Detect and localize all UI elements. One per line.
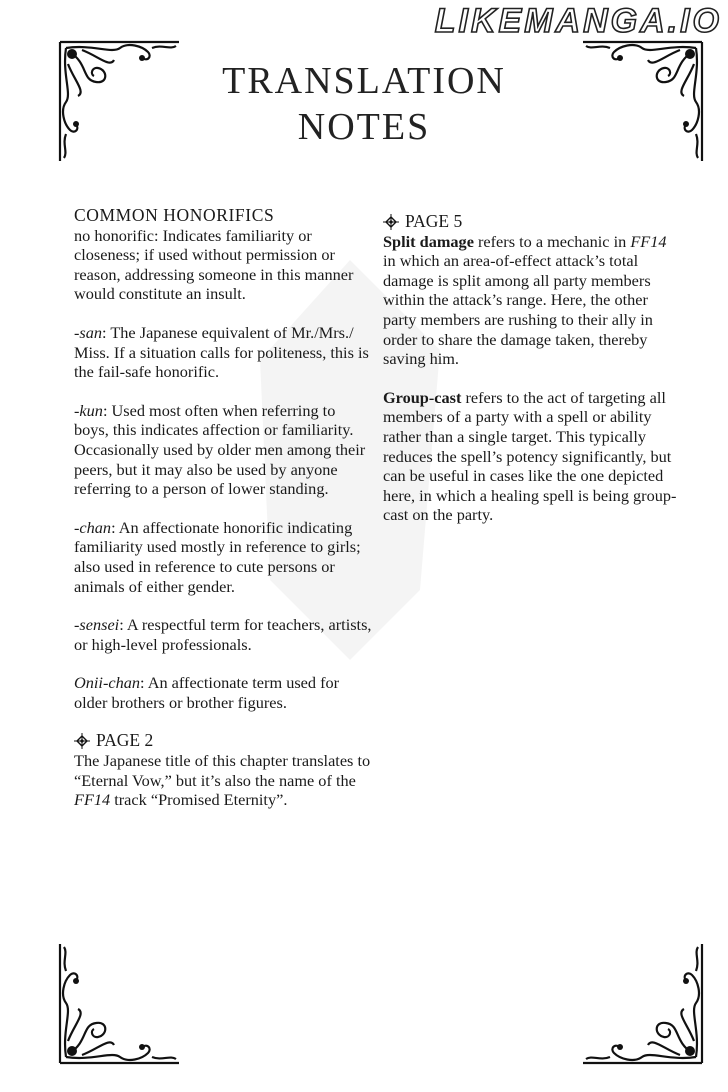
text-chan: : An affectionate honorific indicating familiarity used mostly in reference to girls; also used in reference to cute persons or animals of either gender. — [74, 517, 361, 596]
site-watermark: LIKEMANGA.IO — [434, 2, 722, 40]
text-kun: : Used most often when referring to boys, this indicates affection or familiarity. Occasionally used by older men among their peers, but it may also be used by anyone referring to a person of lower standing. — [74, 400, 366, 499]
page-2-label: PAGE 2 — [96, 730, 154, 751]
note-sensei — [74, 615, 374, 654]
ornament-corner-bottom-left — [52, 936, 187, 1071]
note-group-cast — [383, 388, 683, 525]
title-line-2: NOTES — [297, 106, 431, 148]
page-2-ff14: FF14 — [74, 790, 111, 810]
page-2-text-a: The Japanese title of this chapter translates to “Eternal Vow,” but it’s also the name of the — [74, 751, 371, 790]
page-2-text-b: track “Promised Eternity”. — [110, 790, 288, 810]
term-kun: -kun — [74, 400, 103, 420]
note-chan — [74, 518, 374, 596]
text-san: : The Japanese equivalent of Mr./Mrs./ Miss. If a situation calls for politeness, this is the fail-safe honorific. — [74, 322, 369, 382]
term-san: -san — [74, 322, 103, 342]
term-chan: -chan — [74, 517, 112, 537]
term-sensei: -sensei — [74, 615, 120, 635]
term-split-damage: Split damage — [383, 231, 474, 251]
note-san — [74, 323, 374, 382]
note-page-2 — [74, 751, 374, 810]
note-no-honorific: no honorific: Indicates familiarity or closeness; if used without permission or reason, addressing someone in this manner would constitute an insult. — [74, 225, 354, 304]
ornament-corner-bottom-right — [575, 936, 710, 1071]
term-onii-chan: Onii-chan — [74, 673, 141, 693]
text-onii-chan: : An affectionate term used for older brothers or brother figures. — [74, 673, 340, 712]
note-split-damage — [383, 232, 683, 369]
title-line-1: TRANSLATION — [222, 60, 506, 102]
note-onii-chan — [74, 673, 374, 712]
split-ff14: FF14 — [630, 231, 667, 251]
diamond-ornament-icon — [383, 214, 399, 230]
note-kun — [74, 401, 374, 499]
group-text: refers to the act of targeting all members of a party with a spell or ability rather than a single target. This typically reduces the spell’s potency significantly, but can be useful in cases like the one depicted here, in which a healing spell is being group-cast on the party. — [383, 387, 677, 525]
page-2-heading — [74, 731, 374, 751]
honorifics-heading: COMMON HONORIFICS — [74, 205, 275, 225]
text-sensei: : A respectful term for teachers, artists, or high-level professionals. — [74, 615, 372, 654]
term-group-cast: Group-cast — [383, 387, 462, 407]
right-column — [383, 212, 683, 544]
page-5-heading — [383, 212, 683, 232]
diamond-ornament-icon — [74, 733, 90, 749]
split-text-b: in which an area-of-effect attack’s total damage is split among all party members within the attack’s range. Here, the other party members are rushing to their ally in order to share the damage taken, thereby saving him. — [383, 251, 653, 369]
left-column — [74, 206, 374, 829]
split-text-a: refers to a mechanic in — [473, 231, 631, 251]
page-5-label: PAGE 5 — [405, 211, 463, 231]
page-title — [0, 58, 728, 150]
